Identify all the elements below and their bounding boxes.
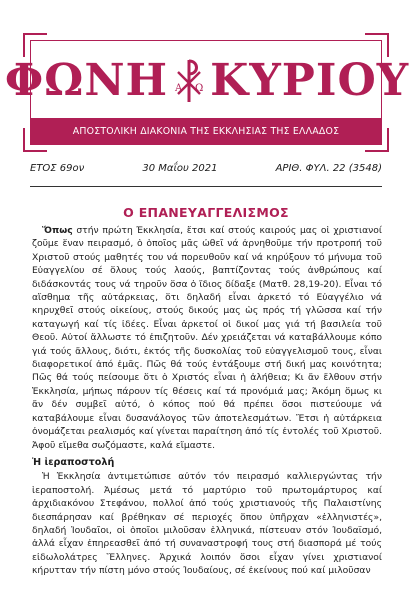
newspaper-title: [4, 53, 410, 109]
issue-date: 30 Μαΐου 2021: [142, 163, 218, 174]
section-heading: Ἡ ἱεραποστολή: [32, 456, 115, 468]
omega-letter: Ω: [195, 83, 204, 94]
masthead: [4, 40, 410, 145]
masthead-subtitle: ΑΠΟΣΤΟΛΙΚΗ ΔΙΑΚΟΝΙΑ ΤΗΣ ΕΚΚΛΗΣΙΑΣ ΤΗΣ ΕΛΛΑΔΟΣ: [31, 118, 381, 144]
paragraph: Ἡ Ἐκκλησία ἀντιμετώπισε αὐτόν τόν πειρασμό καλλιεργώντας τήν ἱεραποστολή. Ἀμέσως μετά τό μαρτύριο τοῦ πρωτομάρτυρος καί ἀρχιδιακόνου Στεφάνου, πολλοί ἀπό τούς χριστιανούς τῆς Παλαιστίνης διεσπάρησαν καί βρέθηκαν σέ περιοχές ὅπου ὑπῆρχαν «ἑλληνιστές», δηλαδή Ἰουδαῖοι, οἱ ὁποῖοι μιλοῦσαν ἑλληνικά, πίστευαν στόν Ἰουδαϊσμό, ἀλλά εἶχαν ἐπηρεασθεῖ ἀπό τή συναναστροφή τους στή διασπορά μέ τούς εἰδωλολάτρες Ἕλληνες. Ἀρχικά λοιπόν ὅσοι εἶχαν γίνει χριστιανοί κήρυτταν τήν πίστη μόνο στούς Ἰουδαίους, σέ ἐκείνους πού καί μιλοῦσαν: [32, 471, 382, 577]
title-right: ΚΥΡΙΟΥ: [210, 55, 410, 106]
paragraph: [32, 224, 382, 452]
issue-year: ΕΤΟΣ 69ον: [30, 163, 85, 174]
article-title: Ο ΕΠΑΝΕΥΑΓΓΕΛΙΣΜΟΣ: [123, 205, 289, 220]
article-body: [32, 224, 382, 578]
divider: [30, 186, 382, 187]
paragraph-text: στήν πρώτη Ἐκκλησία, ἔτσι καί στούς καιρούς μας οἱ χριστιανοί ζοῦμε ἕναν πειρασμό, ὁ ὁποῖος μᾶς ὠθεῖ νά ἀρνηθοῦμε τήν προτροπή τοῦ Χριστοῦ στούς μαθητές του νά πορευθοῦν καί νά κηρύξουν τό μήνυμα τοῦ Εὐαγγελίου σέ ὅλους τούς λαούς, βαπτίζοντας τούς ἀνθρώπους καί διδάσκοντάς τους νά τηροῦν ὅσα ὁ ἴδιος δίδαξε (Ματθ. 28,19-20). Εἶναι τό αἴσθημα τῆς αὐτάρκειας, ὅτι δηλαδή εἶναι ἀρκετό τό Εὐαγγέλιο νά κηρυχθεῖ στούς οἰκείους, στούς δικούς μας ὡς πρός τή γλῶσσα καί τήν καταγωγή καί τίς ἰδέες. Εἶναι ἀρκετοί οἱ δικοί μας γιά τή βασιλεία τοῦ Θεοῦ. Αὐτοί ἄλλωστε τό ἐπιζητοῦν. Δέν χρειάζεται νά καταβάλλουμε κόπο γιά τούς ἄλλους, διότι, ἐκτός τῆς δυσκολίας τοῦ εὐαγγελισμοῦ τους, εἶναι διαφορετικοί ἀπό ἐμᾶς. Πῶς θά τούς ἐντάξουμε στή δική μας κοινότητα; Πῶς θά τούς πείσουμε ὅτι ὁ Χριστός εἶναι ἡ ἀλήθεια; Κι ἄν ἔλθουν στήν Ἐκκλησία, μήπως πάρουν τίς θέσεις καί τά προνόμιά μας; Ἀκόμη ὅμως κι ἄν δέν συμβεῖ αὐτό, ὁ κόπος πού θά πρέπει ὅσοι πιστεύουμε νά καταβάλουμε εἶναι δυσανάλογος τῶν ἀποτελεσμάτων. Ἔτσι ἡ αὐτάρκεια ὀνομάζεται ρεαλισμός καί γίνεται παραίτηση ἀπό τίς ἐντολές τοῦ Χριστοῦ. Ἀφοῦ εἴμεθα σωζόμαστε, καλά εἴμαστε.: [32, 225, 383, 451]
lead-word: Ὅπως: [42, 225, 73, 236]
title-left: ΦΩΝΗ: [4, 55, 169, 106]
issue-info: [30, 163, 382, 174]
issue-number: ΑΡΙΘ. ΦΥΛ. 22 (3548): [275, 163, 382, 174]
alpha-letter: Α: [175, 83, 183, 94]
chi-rho-monogram-icon: [172, 58, 206, 104]
